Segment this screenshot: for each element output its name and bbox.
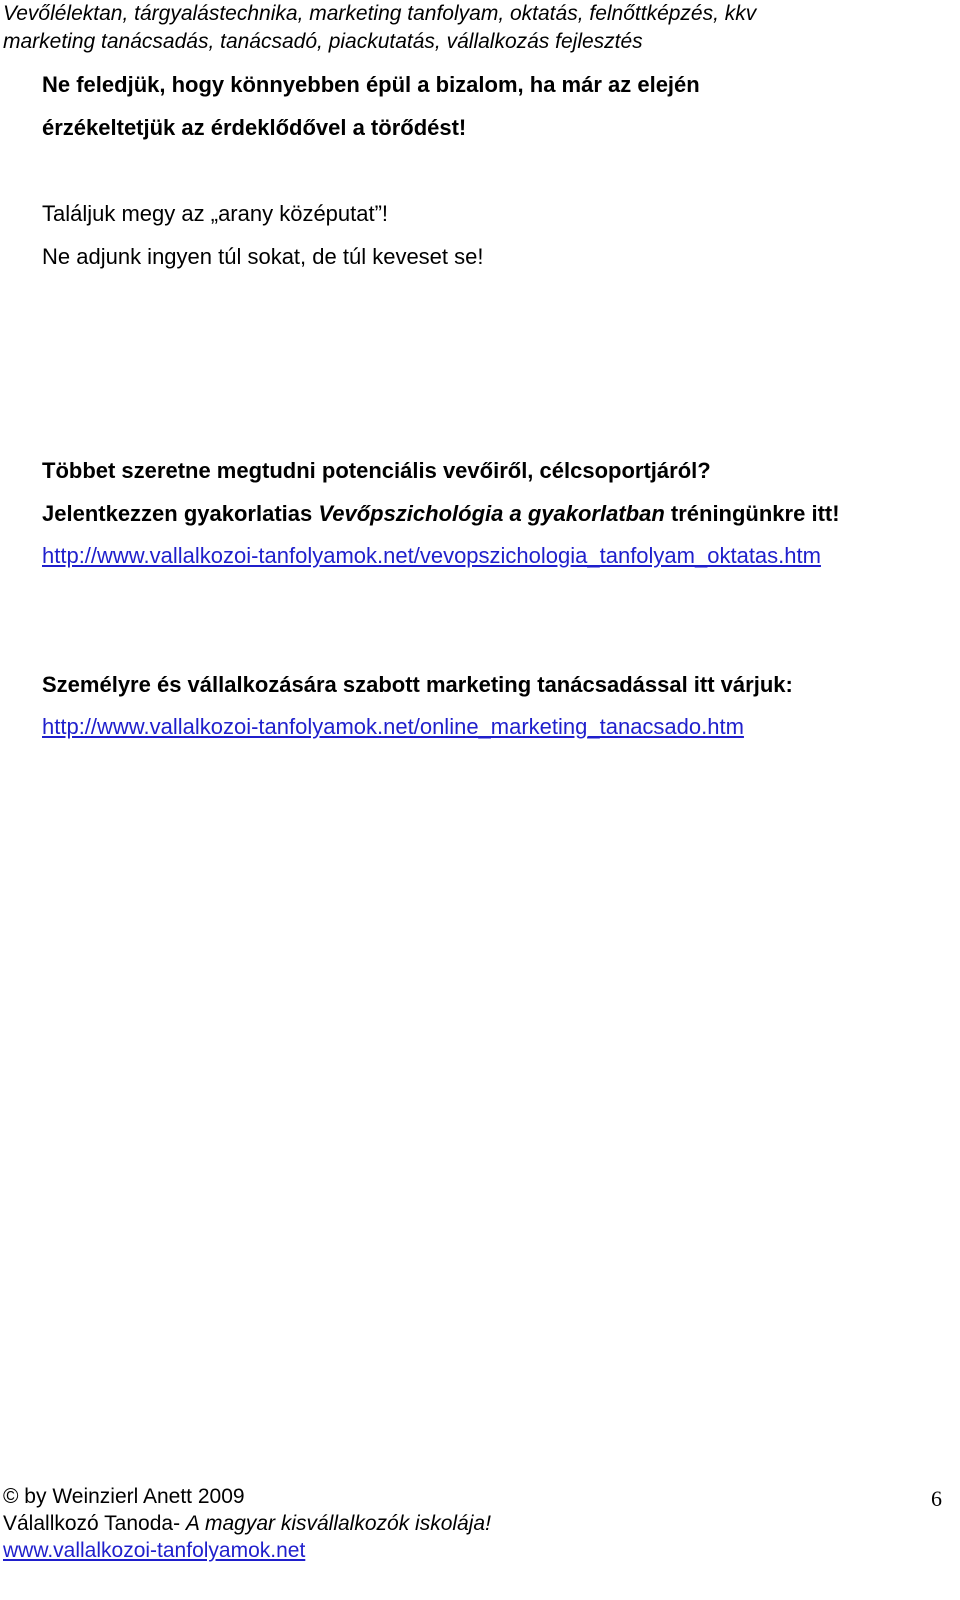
course-name: Vevőpszichológia a gyakorlatban [318, 501, 665, 526]
paragraph-1-line-1: Ne feledjük, hogy könnyebben épül a bizalom, ha már az elején [42, 72, 700, 97]
page-number: 6 [931, 1486, 942, 1511]
paragraph-2-line-2: Ne adjunk ingyen túl sokat, de túl keveset se! [42, 244, 484, 269]
cta-signup-line [42, 500, 840, 528]
footer-website-link[interactable]: www.vallalkozoi-tanfolyamok.net [3, 1539, 306, 1562]
footer-slogan: A magyar kisvállalkozók iskolája! [185, 1512, 491, 1535]
consulting-link[interactable]: http://www.vallalkozoi-tanfolyamok.net/online_marketing_tanacsado.htm [42, 714, 744, 739]
cta-signup-pre: Jelentkezzen gyakorlatias [42, 501, 319, 526]
footer-school [3, 1510, 491, 1537]
consulting-text: Személyre és vállalkozására szabott marketing tanácsadással itt várjuk: [42, 672, 793, 697]
course-link[interactable]: http://www.vallalkozoi-tanfolyamok.net/vevopszichologia_tanfolyam_oktatas.htm [42, 543, 821, 568]
paragraph-2-line-1: Találjuk megy az „arany középutat”! [42, 201, 389, 226]
cta-question: Többet szeretne megtudni potenciális vevőiről, célcsoportjáról? [42, 458, 711, 483]
footer-copyright: © by Weinzierl Anett 2009 [3, 1485, 245, 1508]
paragraph-1-line-2: érzékeltetjük az érdeklődővel a törődést! [42, 115, 467, 140]
footer-school-name: Válallkozó Tanoda- [3, 1512, 186, 1535]
header-line-2: marketing tanácsadás, tanácsadó, piackutatás, vállalkozás fejlesztés [3, 30, 643, 53]
header-line-1: Vevőlélektan, tárgyalástechnika, marketing tanfolyam, oktatás, felnőttképzés, kkv [3, 2, 757, 25]
cta-signup-post: tréningünkre itt! [664, 501, 840, 526]
